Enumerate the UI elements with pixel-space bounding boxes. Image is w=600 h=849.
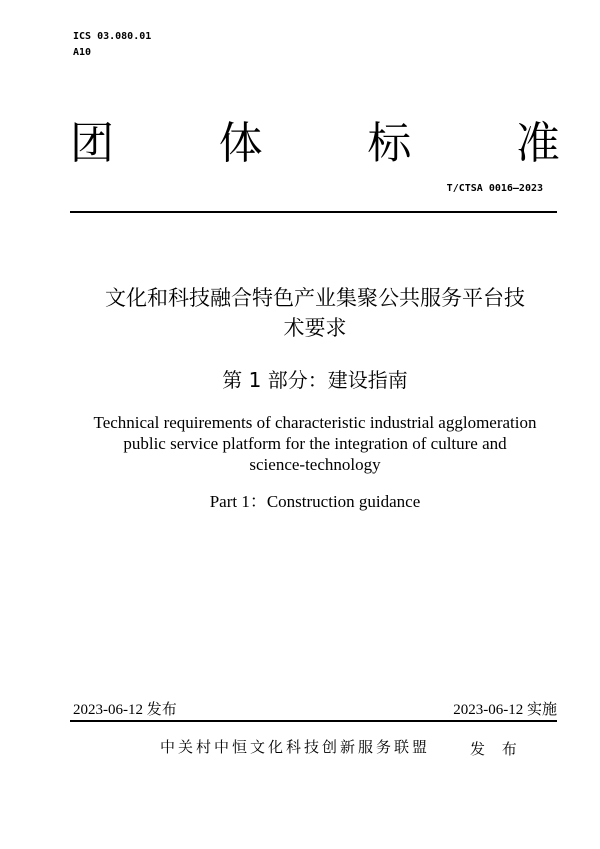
title-char-3: 标 — [367, 118, 412, 169]
chinese-title-line-1: 文化和科技融合特色产业集聚公共服务平台技 — [105, 286, 525, 310]
standard-number: T/CTSA 0016—2023 — [446, 183, 543, 194]
title-char-1: 团 — [70, 118, 114, 169]
english-part-title: Part 1：Construction guidance — [209, 492, 421, 511]
issuing-organization: 中关村中恒文化科技创新服务联盟 — [160, 738, 431, 756]
ccs-code: A10 — [73, 47, 92, 58]
implement-date: 2023-06-12 实施 — [453, 702, 557, 718]
chinese-title-line-2: 术要求 — [283, 316, 347, 340]
top-divider — [70, 211, 557, 213]
issued-label: 发 布 — [470, 740, 523, 758]
title-char-4: 准 — [515, 118, 560, 169]
chinese-part-title: 第 1 部分：建设指南 — [222, 368, 408, 392]
english-title-line-1: Technical requirements of characteristic industrial agglomeration — [93, 413, 537, 432]
ics-code: ICS 03.080.01 — [73, 31, 152, 42]
document-type-title — [70, 118, 560, 170]
bottom-divider — [70, 720, 557, 722]
english-title-line-2: public service platform for the integration of culture and — [123, 434, 507, 453]
english-title-line-3: science-technology — [249, 455, 381, 474]
title-char-2: 体 — [218, 118, 263, 169]
chinese-title — [60, 283, 570, 343]
publish-date: 2023-06-12 发布 — [73, 702, 177, 718]
english-title — [60, 412, 570, 475]
